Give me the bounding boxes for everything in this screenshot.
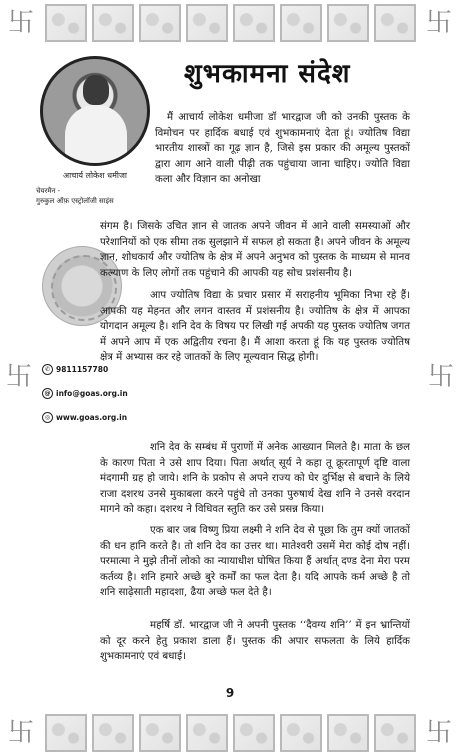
border-tile [374,4,416,42]
portrait-head [83,75,109,105]
phone-icon: ✆ [42,364,53,375]
contact-website [42,412,127,423]
swastika-icon: 卐 [7,8,34,38]
page-title: शुभकामना संदेश [184,59,351,89]
swastika-icon: 卐 [7,718,34,748]
paragraph-4: एक बार जब विष्णु प्रिया लक्ष्मी ने शनि देव से पूछा कि तुम क्यों जातकों की धन हानि करते है। तो शनि देव का उत्तर था। मातेश्वरी उसमें मेरा कोई दोष नहीं। परमात्मा ने मुझे तीनों लोको का न्यायाधीश घोषित किया हैं अर्थात् दण्ड देना मेरा परम कर्तव्य है। शनि हमारे अच्छे बुरे कर्मों का फल देता है। यदि आपके कर्म अच्छे है तो शनि साढ़ेसाती महादशा, ढैया अच्छे फल देते है। [100,525,410,599]
border-tile [186,4,228,42]
portrait-role [36,186,156,206]
bottom-border [0,710,460,756]
website-address: www.goas.org.in [56,413,128,422]
swastika-icon: 卐 [425,718,452,748]
border-tile [45,714,87,752]
border-tile [233,4,275,42]
page-number: 9 [225,686,235,700]
paragraph-2: आप ज्योतिष विद्या के प्रचार प्रसार में सराहनीय भूमिका निभा रहे हैं। आपकी यह मेहनत और लगन वास्तव में प्रशंसनीय है। ज्योतिष के क्षेत्र में आपका योगदान अमूल्य है। शनि देव के विषय पर लिखी गई अपकी यह पुस्तक ज्योतिष जगत में अपने आप में एक अद्वितीय रचना है। मैं आशा करता हूं कि यह पुस्तक ज्योतिष क्षेत्र में अभ्यास कर रहे जातकों के लिए मूल्यवान सिद्ध होगी। [100,290,410,364]
border-tile [186,714,228,752]
swastika-icon: 卐 [5,362,32,392]
email-address: info@goas.org.in [56,389,128,398]
border-tile [280,714,322,752]
border-tile [92,4,134,42]
border-tile [374,714,416,752]
contact-phone [42,364,108,375]
bottom-border-tiles [45,714,416,752]
portrait-name: आचार्य लोकेश धमीजा [63,171,127,180]
border-tile [327,714,369,752]
border-tile [327,4,369,42]
contact-email [42,388,128,399]
portrait-photo [40,56,150,166]
email-icon: @ [42,388,53,399]
paragraph-1: मैं आचार्य लोकेश धमीजा डॉ भारद्वाज जी को उनकी पुस्तक के विमोचन पर हार्दिक बधाई एवं शुभकामनाएं देता हूं। ज्योतिष विद्या भारतीय शास्त्रों का गूढ़ ज्ञान है, जिसे इस प्रकार की अमूल्य पुस्तकों द्वारा आग आने वाली पीढ़ी तक पहुंचाया जाना चाहिए। ज्योति विद्या कला और विज्ञान का अनोखा [155,112,410,186]
paragraph-5: महर्षि डॉ. भारद्वाज जी ने अपनी पुस्तक ‘‘दैवग्य शनि’’ में इन भ्रान्तियों को दूर करने हेतु प्रकाश डाला हैं। पुस्तक की अपार सफलता के लिये हार्दिक शुभकामनाएं एवं बधाई। [100,620,410,663]
phone-number: 9811157780 [56,365,109,374]
swastika-icon: 卐 [427,362,454,392]
border-tile [92,714,134,752]
paragraph-1-continued: संगम है। जिसके उचित ज्ञान से जातक अपने जीवन में आने वाली समस्याओं और परेशानियों को एक सीमा तक सुलझाने में सफल हो सकता है। अपने जीवन के अमूल्य ज्ञान, शोधकार्य और ज्योतिष के क्षेत्र में अपने अनुभव को पुस्तक के माध्यम से मानव कल्याण के लिए लोगों तक पहुंचाने की आपकी यह सोच प्रशंसनीय है। [100,221,410,279]
border-tile [139,714,181,752]
portrait-role-line1: चेयरमैन - [36,187,61,195]
paragraph-3: शनि देव के सम्बंध में पुराणों में अनेक आख्यान मिलते है। माता के छल के कारण पिता ने उसे शाप दिया। पिता अर्थात् सूर्य ने कहा तू क्रूरतापूर्ण दृष्टि वाला मंदगामी ग्रह हो जाये। शनि के प्रकोप से अपने राज्य को घेर दुर्भिक्ष से बचाने के लिये राजा दशरथ उनसे मुकाबला करने पहुंचे तो उनका पुरुषार्थ देख शनि ने उनसे वरदान मागने को कहा। दशरथ ने विधिवत स्तुति कर उसे प्रसन्न किया। [100,442,410,516]
top-border-tiles [45,4,416,42]
portrait-role-line2: गुरुकुल ऑफ़ एस्ट्रोलॉजी साइंस [36,197,114,205]
portrait-body [65,105,127,166]
border-tile [139,4,181,42]
border-tile [233,714,275,752]
top-border [0,0,460,46]
border-tile [280,4,322,42]
globe-icon: ◎ [42,412,53,423]
border-tile [45,4,87,42]
swastika-icon: 卐 [425,8,452,38]
